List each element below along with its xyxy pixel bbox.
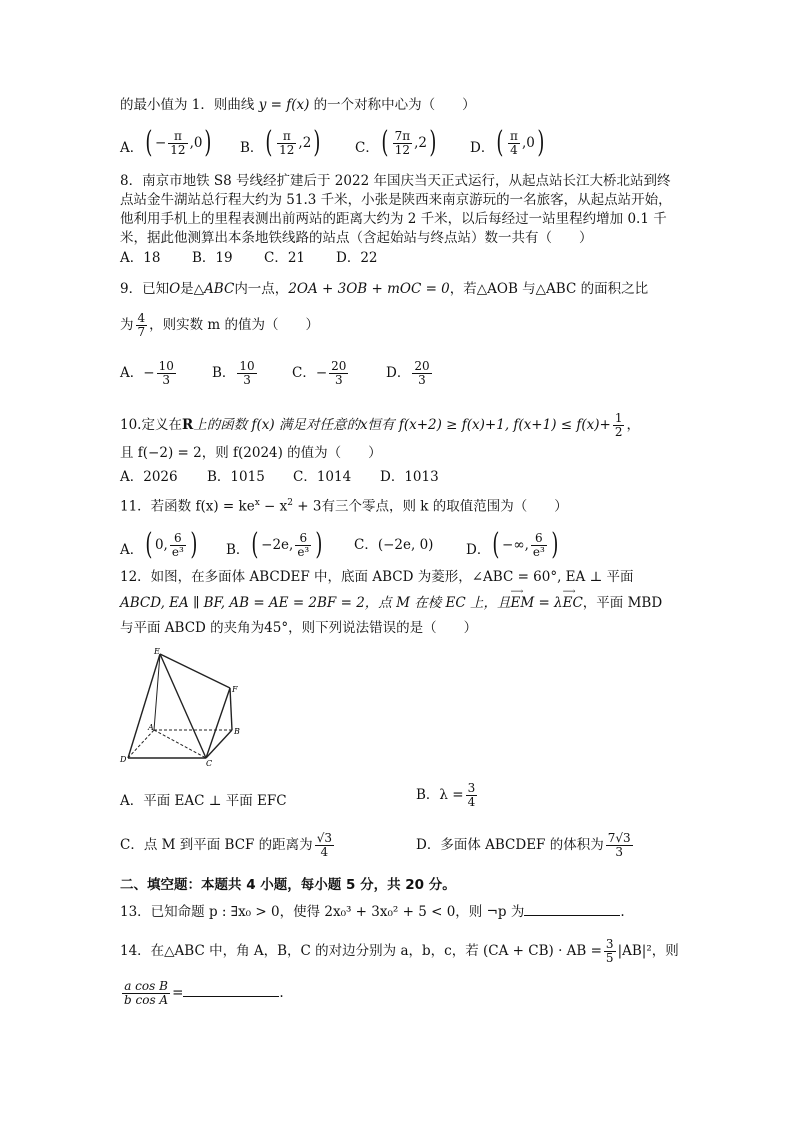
vertex-label-d: D: [120, 755, 127, 764]
q7-c-y: 2: [418, 135, 427, 151]
q12-line2c: ，平面 MBD: [582, 595, 663, 611]
edge-ed: [128, 654, 160, 758]
q9-o: O: [169, 281, 181, 297]
vertex-label-b: B: [234, 727, 240, 736]
q9-a-label: A．: [120, 365, 144, 381]
q11-b-label: B．: [226, 542, 250, 558]
q9-option-c[interactable]: [292, 360, 350, 387]
q7-a-label: A．: [120, 140, 144, 156]
q11-option-b[interactable]: B． ( −2e, $\frac{6}{\text{e³}}$ ): [226, 527, 323, 562]
q11-b-den: e³: [297, 544, 310, 559]
q10-stem-1: [120, 412, 640, 439]
q11-b-num: 6: [295, 532, 311, 546]
edge-fc: [206, 688, 230, 758]
q14-answer-blank[interactable]: [183, 983, 279, 997]
q7-tail: 的一个对称中心为（ ）: [313, 97, 476, 113]
q7-d-den: 4: [510, 142, 518, 157]
q7-d-label: D．: [470, 140, 495, 156]
edge-fb: [230, 688, 232, 730]
q9-frac-num: 4: [137, 311, 146, 325]
q10-pre: 10.定义在: [120, 417, 182, 433]
q14-ratio-den: b cos A: [124, 993, 169, 1007]
q12-b-den: 4: [467, 795, 476, 809]
q7-a-y: 0: [193, 135, 203, 151]
q7-d-num: π: [510, 128, 518, 143]
q7-b-label: B．: [240, 140, 264, 156]
q12-c-num: √3: [316, 831, 332, 845]
q8-option-b[interactable]: B．19: [192, 250, 233, 266]
q11-option-c[interactable]: [354, 536, 433, 554]
q9-post: ，若△AOB 与△ABC 的面积之比: [449, 281, 649, 297]
q12-vec-em: ⟶ EM: [510, 594, 534, 612]
q14-frac-den: 5: [605, 951, 614, 965]
q9-a-num: 10: [158, 359, 174, 373]
q7-a-num: π: [168, 130, 187, 144]
q7-option-c[interactable]: C． ( $\frac{7\pi}{12}$ , 2 ): [355, 125, 437, 160]
q9-stem-1: [120, 280, 648, 298]
q14-text: 14．在△ABC 中，角 A，B，C 的对边分别为 a，b，c，若 (CA + CB) · AB =: [120, 943, 602, 959]
q11-d-num: 6: [531, 532, 547, 546]
q14-text2: |AB|²，则: [617, 943, 679, 959]
q9-c-sign: −: [315, 365, 328, 381]
q12-line-3: 与平面 ABCD 的夹角为45°，则下列说法错误的是（ ）: [120, 620, 478, 636]
q12-vec-ec: ⟶ EC: [563, 594, 583, 612]
q12-line2a: ABCD, EA ∥ BF, AB = AE = 2BF = 2，点 M 在棱 EC 上，且: [120, 595, 511, 611]
q13-end: .: [620, 904, 625, 920]
q9-mid: 是△: [180, 281, 205, 297]
q14-eq: =: [172, 985, 184, 1001]
q8-option-d[interactable]: D．22: [336, 250, 378, 266]
q14-ratio-num: a cos B: [122, 980, 170, 994]
q9-c-den: 3: [334, 373, 343, 387]
q9-frac-den: 7: [137, 325, 146, 339]
q13-stem: [120, 902, 625, 921]
q10-option-a[interactable]: A．2026: [120, 469, 178, 485]
q10-option-c[interactable]: C．1014: [293, 469, 352, 485]
q8-line-3: 他利用手机上的里程表测出前两站的距离大约为 2 千米，以后每经过一站里程约增加 0.1 千: [120, 211, 667, 227]
q12-c-den: 4: [320, 845, 329, 859]
q8-option-c[interactable]: C．21: [264, 250, 306, 266]
q10-stem-2: 且 f(−2) = 2，则 f(2024) 的值为（ ）: [120, 445, 382, 461]
section-heading-fill-in: 二、填空题：本题共 4 小题，每小题 5 分，共 20 分。: [120, 877, 456, 893]
q11-text: 11．若函数 f(x) = ke: [120, 498, 255, 515]
edge-ac: [154, 730, 206, 758]
q7-a-sign: −: [154, 135, 167, 151]
q8-line-4: 米，据此他测算出本条地铁线路的站点（含起始站与终点站）数一共有（ ）: [120, 230, 593, 246]
q11-text3: + 3有三个零点，则 k 的取值范围为（ ）: [293, 498, 568, 515]
q12-option-a[interactable]: A．平面 EAC ⊥ 平面 EFC: [120, 793, 287, 809]
q10-option-b[interactable]: B．1015: [207, 469, 265, 485]
q9-c-num: 20: [331, 359, 347, 373]
q9-option-d[interactable]: [386, 360, 434, 387]
q13-text: 13．已知命题 p : ∃x₀ > 0，使得 2x₀³ + 3x₀² + 5 < 0，则 ¬p 为: [120, 904, 525, 920]
q10-real-set: R: [181, 417, 194, 433]
q7-c-label: C．: [355, 140, 379, 156]
q8-line-2: 点站金牛湖站总行程大约为 51.3 千米，小张是陕西来南京游玩的一名旅客，从起点站开始，: [120, 192, 672, 208]
q14-frac-num: 3: [605, 937, 614, 951]
q7-c-num: 7π: [394, 128, 411, 143]
q7-option-d[interactable]: D． ( $\frac{\pi}{4}$ , 0 ): [470, 125, 545, 160]
q9-option-a[interactable]: [120, 360, 178, 387]
q9-c-label: C．: [292, 365, 316, 381]
q9-b-num: 10: [239, 359, 255, 373]
q11-d-label: D．: [466, 542, 491, 558]
q11-d-den: e³: [532, 544, 545, 559]
q7-d-y: 0: [526, 135, 535, 151]
q14-stem-1: [120, 938, 679, 965]
q7-func: y = f(x): [258, 97, 310, 113]
q7-text: 的最小值为 1．则曲线: [120, 97, 255, 113]
vertex-label-f: F: [232, 685, 238, 694]
q9-l2b: ，则实数 m 的值为（ ）: [149, 317, 320, 333]
q12-b-pre: B．λ =: [416, 787, 464, 803]
q11-a-num: 6: [170, 532, 186, 546]
q9-pre: 9．已知: [120, 281, 170, 297]
q11-option-d[interactable]: D． ( −∞, $\frac{6}{\text{e³}}$ ): [466, 527, 559, 562]
q11-a-left: 0,: [154, 537, 168, 553]
q10-mid: 上的函数 f(x) 满足对任意的x恒有 f(x+2) ≥ f(x)+1, f(x+1) ≤ f(x)+: [193, 417, 611, 433]
q11-sup2: 2: [287, 498, 294, 508]
q9-stem-2: [120, 312, 319, 339]
q11-text2: − x: [259, 498, 288, 515]
q11-a-label: A．: [120, 542, 144, 558]
q11-d-left: −∞,: [502, 537, 529, 553]
q12-option-b[interactable]: [416, 782, 479, 809]
q12-d-pre: D．多面体 ABCDEF 的体积为: [416, 837, 604, 853]
q9-abc: ABC: [204, 281, 235, 297]
q8-line-1: 8．南京市地铁 S8 号线经扩建后于 2022 年国庆当天正式运行，从起点站长江大桥北站到终: [120, 173, 671, 189]
edge-ef: [160, 654, 230, 688]
q12-line-1: 12．如图，在多面体 ABCDEF 中，底面 ABCD 为菱形，∠ABC = 60°, EA ⊥ 平面: [120, 569, 634, 585]
q9-d-num: 20: [414, 359, 430, 373]
q10-frac-den: 2: [614, 425, 623, 439]
q9-l2a: 为: [120, 317, 134, 333]
q10-frac-num: 1: [614, 411, 623, 425]
q12-d-num: 7√3: [607, 831, 631, 845]
q11-stem: [120, 494, 568, 516]
q9-vector-equation: 2OA + 3OB + mOC = 0: [288, 281, 450, 297]
q11-c-val: (−2e, 0): [377, 537, 434, 553]
q8-option-a[interactable]: A．18: [120, 250, 161, 266]
q13-answer-blank[interactable]: [524, 902, 620, 916]
q7-a-den: 12: [170, 142, 186, 157]
q9-d-label: D．: [386, 365, 411, 381]
q7-option-a[interactable]: A． ( − $\frac{\pi}{12}$ , 0 ): [120, 125, 212, 160]
q12-option-c[interactable]: [120, 832, 336, 859]
edge-ec: [160, 654, 206, 758]
polyhedron-figure: [118, 644, 244, 770]
q7-b-den: 12: [279, 142, 295, 157]
q7-c-den: 12: [394, 142, 410, 157]
q12-b-num: 3: [467, 781, 476, 795]
q11-a-den: e³: [171, 544, 184, 559]
q11-sup: x: [254, 498, 260, 508]
q9-mid2: 内一点，: [234, 281, 289, 297]
q9-a-den: 3: [162, 373, 171, 387]
q7-option-b[interactable]: B． ( $\frac{\pi}{12}$ , 2 ): [240, 125, 321, 160]
vertex-label-a: A: [148, 723, 154, 732]
q12-c-pre: C．点 M 到平面 BCF 的距离为: [120, 837, 313, 853]
q12-d-den: 3: [615, 845, 623, 859]
q14-stem-2: [120, 980, 284, 1007]
q11-option-a[interactable]: A． ( 0, $\frac{6}{\text{e³}}$ ): [120, 527, 198, 562]
q9-a-sign: −: [143, 365, 155, 381]
q12-line2b: = λ: [534, 595, 563, 611]
q11-b-left: −2e,: [261, 537, 294, 553]
q7-stem: [120, 96, 476, 114]
q10-option-d[interactable]: D．1013: [380, 469, 439, 485]
vertex-label-c: C: [206, 759, 213, 768]
edge-bc: [206, 730, 232, 758]
q14-end: .: [279, 985, 284, 1001]
vertex-label-e: E: [154, 647, 160, 656]
q10-end: ，: [626, 417, 640, 433]
q11-c-label: C．: [354, 537, 378, 553]
q9-b-den: 3: [243, 373, 251, 387]
q9-d-den: 3: [418, 373, 426, 387]
q7-b-num: π: [277, 130, 296, 144]
q7-b-y: 2: [302, 135, 312, 151]
q9-b-label: B．: [212, 365, 236, 381]
q12-option-d[interactable]: [416, 832, 635, 859]
q12-line-2: [120, 594, 662, 612]
q9-option-b[interactable]: [212, 360, 259, 387]
